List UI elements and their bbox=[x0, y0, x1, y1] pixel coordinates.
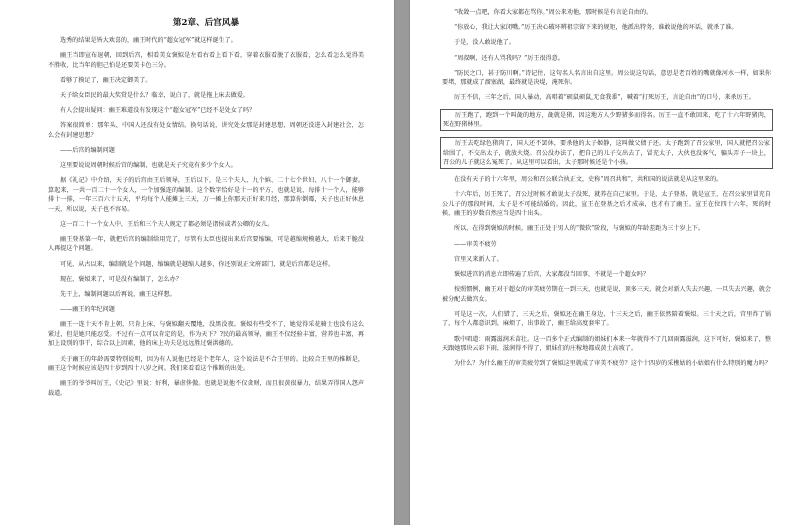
paragraph: 据《礼记》中介绍，天子的后宫由王后领导，王后以下，是三个夫人、九个嫔、二十七个世妇、八十一个御妻。算起来，一共一百二十一个女人，一个加强连的编制。这个数字恰好是十一的平方，也就是说，每排十一个人，能够排十一排，一年三百六十五天，平均每个人能摊上三天，万一摊上你那天正好来月经，那算你倒霉，天子也正好休息一天，所以说，天子也不容易。 bbox=[48, 177, 364, 213]
paragraph: 按照惯例，幽王对于超女的审美疲劳期在一到三天，也就是说，顶多三天，就会对新人失去兴趣，一旦失去兴趣，就会被分配去做宫女。 bbox=[442, 286, 771, 303]
paragraph: 幽王的爷爷叫厉王，《史记》里说：好利，暴虐侈傲。也就是说他不仅贪财，而且很黄很暴力，结果弄得国人怨声载道。 bbox=[48, 380, 364, 397]
paragraph: 这一百二十一个女人中，王后和三个夫人规定了都必须是诸侯或者公卿的女儿。 bbox=[60, 220, 274, 228]
paragraph: 有人会提出疑问：幽王难道没有发现这个“超女冠军”已经不是处女了吗？ bbox=[60, 107, 256, 115]
paragraph: 宫里又来新人了。 bbox=[454, 255, 503, 263]
paragraph: 现在，褒姒来了，可是没有编制了，怎么办？ bbox=[60, 275, 182, 283]
paragraph: 十六年后，厉王死了，召公过时候才敢说太子没死，就养在自己家里。于是，太子登基，就是宣王，在召公家里冒充自公儿子的那段时间，太子是不可能结婚的。因此，宣王在登基之后才成亲，也才有了幽王。宣王在位四十六年，死的时候，幽王的岁数自然应当是四十出头。 bbox=[442, 191, 771, 218]
paragraph: “收敛一点吧，你看大家都在骂你。”周公来劝他，那时候是有言论自由的。 bbox=[454, 9, 653, 16]
paragraph: 幽王一连十天不肯上朝，只肯上床，与褒姒翻天覆地，没黑没夜。褒姒有些受不了，她觉得采花骑士也没有这么紧过，但是她只能忍受。不过有一点可以肯定的是，作为天下？?民的最高领导，幽王不仅经验丰富，营养也丰富，再加上设别的事干，综合以上因素，他的床上功夫是远远胜过褒洪德的。 bbox=[48, 321, 364, 348]
paragraph: 幽王当即宣布退朝，回到后宫，相看美女褒姒是左看右看上看下看，穿着衣服看脱了衣服看，怎么看怎么觉得美不胜收，比当年的胆己怕是还要美卡色三分。 bbox=[48, 52, 364, 69]
paragraph: 为什么？为什么幽王的审美疲劳到了褒姒这里就成了审美不疲劳？这个十四岁的采樵姑的小姑娘有什么特别的魔力吗？ bbox=[454, 360, 771, 368]
paragraph: 答案很简单：那年头，中国人还没有处女情结。换句话说，讲究处女那是封建思想，周朝还没进入封建社会，怎么会有封建思想？ bbox=[48, 122, 364, 139]
paragraph: 于是，没人敢说他了。 bbox=[454, 39, 515, 47]
paragraph: 所以，在得到褒姒的时候，幽王正处于男人的“微软”阶段，与褒姒的年龄差距为三十岁上下。 bbox=[454, 225, 704, 233]
paragraph: 这里要说说周朝时候后宫的编制，也就是天子究竟有多少个女人。 bbox=[60, 162, 237, 170]
paragraph: “周叔啊，还有人骂我吗？”厉王很得意。 bbox=[454, 54, 564, 62]
left-page bbox=[0, 0, 394, 525]
right-page bbox=[410, 0, 799, 525]
paragraph: 歌中唱道：雨露滋润禾苗壮。这一百多个正式编制的姐妹们本来一年就得不了几回雨露滋润，这下可好，褒姒来了，整天跟她那块云彩下雨，滋润得不得了，姐妹们的庄稼地都成黄土高坡了。 bbox=[442, 335, 771, 352]
paragraph: 选秀的结果是皆大欢喜的，幽王时代的“超女冠军”就这样诞生了。 bbox=[60, 37, 237, 44]
highlighted-paragraph: 厉王跑了，跑到一个叫彘的地方，彘就是猪，因这地方人少野猪多而得名。厉王一直不敢回来，吃了十六年野猪肉，死在野猪林里。 bbox=[440, 109, 773, 132]
paragraph: 幽王登基第一年，就把后宫的编制给用完了，尽管有太臣也提出来后宫要缩编，可是越缩规模越大，后来干脆没人再提这个问题。 bbox=[48, 236, 364, 253]
paragraph: 天子给女臣民的最大奖赏是什么？临幸，说白了，就是拖上床去做爱。 bbox=[60, 92, 249, 100]
page-gutter bbox=[394, 0, 410, 525]
section-heading: ——幽王的年纪问题 bbox=[60, 306, 115, 314]
paragraph: “你放心，我让大家闭嘴。”厉王决心破坏辨祖宗留下来的规矩，他派出特务，谁敢说他的坏话，就杀了谁。 bbox=[454, 24, 738, 32]
paragraph: “防民之口，甚于防川啊。”诗记住，这句名人名言出自这里。周公说这句话，意思是老百姓的嘴就像河水一样，如果你要堵，那就成了溜塞湖，最终就是决堤，淹死你。 bbox=[442, 69, 771, 87]
paragraph: 先干上，编制问题以后再说，幽王这样想。 bbox=[60, 291, 176, 299]
paragraph: 可是这一次，人们错了，三天之后，褒姒还在幽王身边，十三天之后，幽王依然陪着褒姒。三十天之后，宫里炸了锅了，每个人都意识到，麻烦了，出事故了，幽王给高度套牢了。 bbox=[442, 310, 771, 328]
paragraph: 褒姒进宫的消息立即传遍了后宫，大家都没当回事，不就是一个超女吗？ bbox=[454, 271, 649, 279]
paragraph: 关于幽王的年龄需要特别说明，因为有人说他已经是个老年人，这个说法是不合王里的。比较合王里的推断是，幽王这个时候应该是四十岁到四十八岁之间。我们来看看这个推断的出处。 bbox=[48, 355, 364, 372]
section-heading: ——审美不疲劳 bbox=[454, 240, 497, 248]
highlighted-paragraph: 厉王去吃绿色猪肉了，国人还不罢休，要杀他的太子姬静，这叫做父债子还。太子跑到了召公家里，国人就把召公家给围了，不交出太子，就放火烧。召公没办法了，把自己的儿子交出去了，冒充太子，大伙也没客气，骗头弄子一块上，召公的儿子就这么冤死了。从这里可以看出，太子那时候还是个小孩。 bbox=[440, 137, 773, 169]
section-heading: ——后宫的编制问题 bbox=[60, 147, 115, 155]
chapter-title: 第2章、后宫风暴 bbox=[172, 18, 240, 28]
paragraph: 看够了摸足了，幽王决定御美了。 bbox=[60, 76, 152, 84]
paragraph: 厉王不信，三年之后，国人暴动，高唱着“硕鼠硕鼠,无食我黍”，喊着“打死厉王，言论自由”的口号，来杀厉王。 bbox=[454, 94, 755, 102]
paragraph: 可见，从古以来，编制就是个问题，缩编就是越缩人越多，你还别说正文府部门，就是后宫都是这样。 bbox=[60, 260, 335, 268]
paragraph: 在没有天子的十六年里，周公和召公联合执正文，史称“周召共和”，共和国的说法就是从这里来的。 bbox=[454, 176, 723, 184]
